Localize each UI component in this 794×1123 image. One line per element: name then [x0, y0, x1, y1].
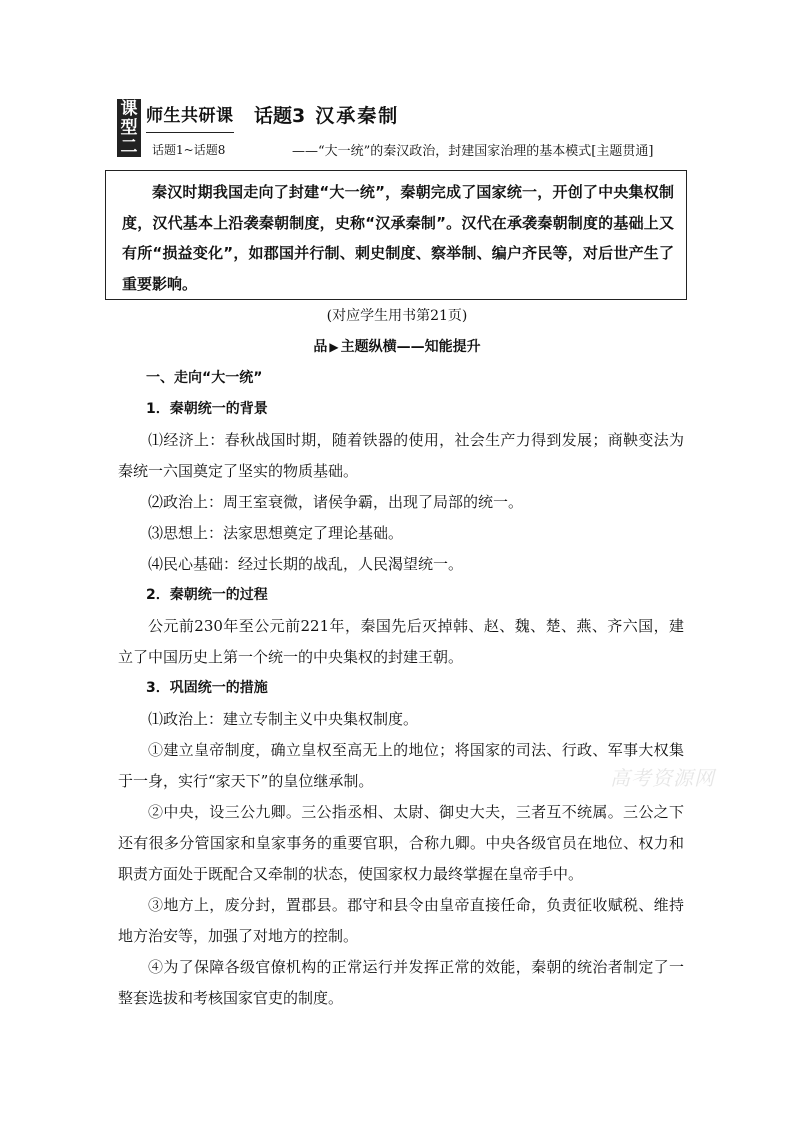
body-paragraph: ③地方上，废分封，置郡县。郡守和县令由皇帝直接任命，负责征收赋税、维持地方治安等，加强了对地方的控制。 [118, 896, 684, 945]
section-subheading: 1．秦朝统一的背景 [146, 401, 268, 417]
body-paragraph: ⑴政治上：建立专制主义中央集权制度。 [148, 710, 419, 728]
series-title: 师生共研课 [146, 106, 234, 126]
series-divider [146, 132, 234, 133]
topic-name: 汉承秦制 [315, 105, 400, 127]
body-paragraph: ④为了保障各级官僚机构的正常运行并发挥正常的效能，秦朝的统治者制定了一整套选拔和考核国家官吏的制度。 [118, 958, 684, 1007]
section-heading-left: 品 [313, 339, 328, 355]
section-heading-right: 主题纵横——知能提升 [340, 339, 481, 355]
badge-char: 课 [120, 99, 138, 119]
intro-box: 秦汉时期我国走向了封建“大一统”，秦朝完成了国家统一，开创了中央集权制度，汉代基本上沿袭秦朝制度，史称“汉承秦制”。汉代在承袭秦朝制度的基础上又有所“损益变化”，如郡国并行制、刺史制度、察举制、编户齐民等，对后世产生了重要影响。 [105, 170, 687, 300]
body-paragraph: 公元前230年至公元前221年，秦国先后灭掉韩、赵、魏、楚、燕、齐六国，建立了中国历史上第一个统一的中央集权的封建王朝。 [118, 617, 684, 666]
page-header [117, 99, 697, 159]
section-subheading: 一、走向“大一统” [146, 370, 263, 386]
triangle-icon: ▶ [329, 340, 339, 354]
badge-char: 二 [120, 137, 138, 157]
body-paragraph: ②中央，设三公九卿。三公指丞相、太尉、御史大夫，三者互不统属。三公之下还有很多分管国家和皇家事务的重要官职，合称九卿。中央各级官员在地位、权力和职责方面处于既配合又牵制的状态，使国家权力最终掌握在皇帝手中。 [118, 803, 684, 883]
body-paragraph: ⑶思想上：法家思想奠定了理论基础。 [148, 524, 404, 542]
section-subheading: 3．巩固统一的措施 [146, 680, 268, 696]
body-paragraph: ①建立皇帝制度，确立皇权至高无上的地位；将国家的司法、行政、军事大权集于一身，实行“家天下”的皇位继承制。 [118, 741, 684, 790]
topic-subtitle: ——“大一统”的秦汉政治，封建国家治理的基本模式[主题贯通] [292, 144, 654, 159]
topic-number: 话题3 [254, 105, 306, 127]
body-paragraph: ⑵政治上：周王室衰微，诸侯争霸，出现了局部的统一。 [148, 493, 524, 511]
body-paragraph: ⑴经济上：春秋战国时期，随着铁器的使用，社会生产力得到发展；商鞅变法为秦统一六国奠定了坚实的物质基础。 [118, 431, 684, 480]
body-paragraph: ⑷民心基础：经过长期的战乱，人民渴望统一。 [148, 555, 464, 573]
topic-title [254, 101, 399, 128]
course-type-badge [117, 99, 141, 157]
section-heading [0, 336, 794, 356]
watermark: 高考资源网 [610, 766, 715, 790]
section-subheading: 2．秦朝统一的过程 [146, 587, 268, 603]
topic-range: 话题1~话题8 [152, 143, 226, 157]
badge-char: 型 [120, 118, 138, 138]
body-content [118, 362, 684, 1014]
book-reference: (对应学生用书第21页) [326, 308, 468, 324]
